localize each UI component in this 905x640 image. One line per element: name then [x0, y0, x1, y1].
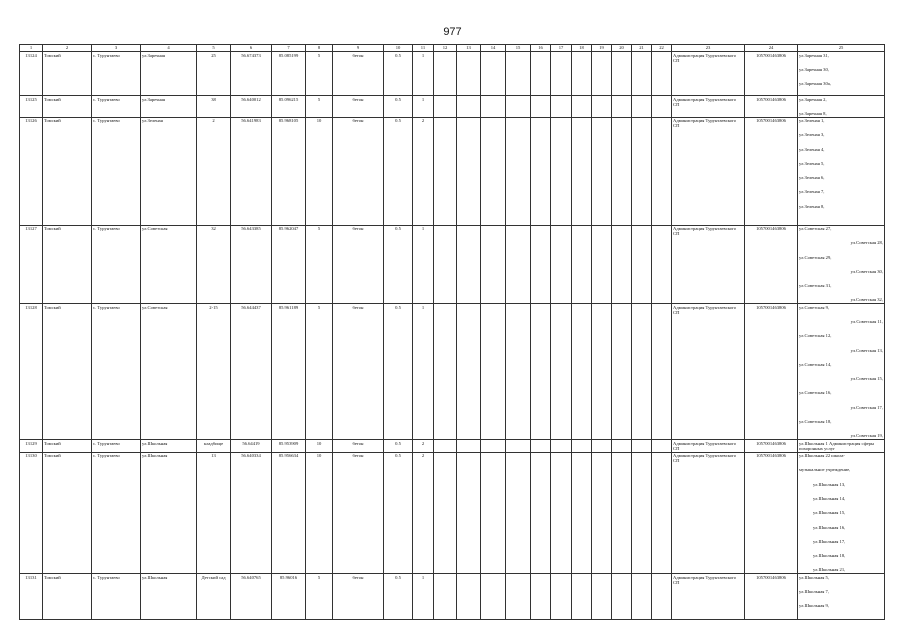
cell-empty [434, 574, 457, 620]
cell-empty [434, 225, 457, 304]
cell-cover: бетон [333, 117, 384, 225]
cell-empty [481, 440, 506, 453]
cell-street: ул.Школьная [141, 440, 197, 453]
cell-empty [572, 52, 592, 96]
address-line: ул.Школьная 15, [813, 510, 846, 516]
column-header: 17 [551, 45, 572, 52]
cell-count: 1 [413, 574, 434, 620]
column-header: 11 [413, 45, 434, 52]
cell-vol: 0.5 [384, 440, 413, 453]
cell-empty [481, 117, 506, 225]
cell-empty [481, 304, 506, 440]
cell-empty [551, 440, 572, 453]
cell-empty [457, 117, 481, 225]
column-header: 24 [745, 45, 798, 52]
cell-settlement: с. Турунтаево [92, 304, 141, 440]
cell-empty [572, 574, 592, 620]
cell-empty [592, 440, 612, 453]
cell-owner: Администрация Турунтаевского СП [672, 225, 745, 304]
table-row [20, 96, 885, 118]
cell-settlement: с. Турунтаево [92, 117, 141, 225]
cell-empty [612, 452, 632, 574]
address-line: ул.Школьная 21, [813, 567, 846, 573]
cell-street: ул.Зеленая [141, 117, 197, 225]
cell-lon: 85.085199 [272, 52, 306, 96]
cell-id: 13130 [20, 452, 43, 574]
cell-empty [506, 574, 531, 620]
address-line: ул.Советская 17, [850, 404, 883, 410]
cell-empty [506, 225, 531, 304]
column-header: 14 [481, 45, 506, 52]
address-line: ул.Советская 30, [850, 268, 883, 274]
cell-ogrn: 1057001463806 [745, 574, 798, 620]
cell-vol: 0.5 [384, 52, 413, 96]
address-line: ул.Школьная 18, [813, 553, 846, 559]
cell-lon: 85.961189 [272, 304, 306, 440]
column-header: 13 [457, 45, 481, 52]
cell-empty [531, 96, 551, 118]
cell-empty [481, 452, 506, 574]
cell-ogrn: 1057001463806 [745, 96, 798, 118]
column-header: 21 [632, 45, 652, 52]
cell-street: ул.Школьная [141, 574, 197, 620]
cell-empty [592, 304, 612, 440]
cell-empty [652, 304, 672, 440]
address-line: ул.Советская 16, [799, 390, 832, 396]
cell-district: Томский [43, 440, 92, 453]
cell-lat: 56.644437 [231, 304, 272, 440]
cell-district: Томский [43, 574, 92, 620]
column-header: 3 [92, 45, 141, 52]
cell-empty [592, 452, 612, 574]
cell-empty [531, 574, 551, 620]
address-line: ул.Школьная 5, [799, 574, 829, 580]
address-line: ул.Советская 31, [799, 283, 832, 289]
cell-id: 13128 [20, 304, 43, 440]
address-line: ул.Советская 13, [850, 347, 883, 353]
cell-empty [457, 574, 481, 620]
cell-empty [632, 574, 652, 620]
cell-lat: 56.674373 [231, 52, 272, 96]
address-line: ул.Советская 12, [799, 333, 832, 339]
cell-empty [506, 440, 531, 453]
cell-empty [551, 225, 572, 304]
cell-owner: Администрация Турунтаевского СП [672, 452, 745, 574]
cell-empty [572, 304, 592, 440]
address-line: ул.Зеленая 3, [799, 132, 825, 138]
cell-empty [481, 574, 506, 620]
cell-ogrn: 1057001463806 [745, 52, 798, 96]
cell-street: ул.Советская [141, 225, 197, 304]
address-line: ул.Советская 29, [799, 254, 832, 260]
cell-empty [632, 440, 652, 453]
address-line: ул.Зеленая 7, [799, 189, 825, 195]
cell-ogrn: 1057001463806 [745, 440, 798, 453]
cell-count: 1 [413, 52, 434, 96]
column-header: 7 [272, 45, 306, 52]
cell-empty [632, 117, 652, 225]
cell-empty [551, 52, 572, 96]
cell-empty [481, 52, 506, 96]
cell-area: 5 [306, 304, 333, 440]
cell-sources [798, 440, 885, 453]
address-line: ул.Заречная 31, [799, 52, 829, 58]
cell-ogrn: 1057001463806 [745, 452, 798, 574]
cell-sources [798, 96, 885, 118]
column-header: 23 [672, 45, 745, 52]
address-line: ул.Советская 15, [850, 376, 883, 382]
cell-owner: Администрация Турунтаевского СП [672, 117, 745, 225]
address-line: ул.Заречная 8, [799, 110, 827, 116]
cell-id: 13131 [20, 574, 43, 620]
column-header: 1 [20, 45, 43, 52]
cell-street: ул.Заречная [141, 96, 197, 118]
column-header: 8 [306, 45, 333, 52]
cell-area: 5 [306, 52, 333, 96]
cell-empty [434, 440, 457, 453]
cell-settlement: с. Турунтаево [92, 452, 141, 574]
cell-cover: бетон [333, 304, 384, 440]
cell-lon: 85.962047 [272, 225, 306, 304]
cell-id: 13129 [20, 440, 43, 453]
cell-count: 2 [413, 117, 434, 225]
table-row [20, 225, 885, 304]
cell-empty [592, 225, 612, 304]
cell-empty [612, 96, 632, 118]
cell-street: ул.Школьная [141, 452, 197, 574]
address-line: ул.Советская 18, [799, 419, 832, 424]
address-line: ул.Советская 27, [799, 226, 832, 232]
column-header: 19 [592, 45, 612, 52]
cell-lon: 85.953909 [272, 440, 306, 453]
cell-area: 10 [306, 440, 333, 453]
cell-empty [652, 52, 672, 96]
cell-area: 10 [306, 452, 333, 574]
cell-empty [531, 52, 551, 96]
cell-empty [632, 304, 652, 440]
table-row [20, 574, 885, 620]
column-header: 15 [506, 45, 531, 52]
cell-empty [652, 574, 672, 620]
cell-sources [798, 304, 885, 440]
cell-district: Томский [43, 452, 92, 574]
address-line: ул.Школьная 16, [813, 524, 846, 530]
cell-settlement: с. Турунтаево [92, 52, 141, 96]
cell-count: 2 [413, 452, 434, 574]
cell-id: 13124 [20, 52, 43, 96]
address-line: ул.Зеленая 6, [799, 175, 825, 181]
cell-house: 2-15 [197, 304, 231, 440]
address-line: ул.Заречная 30, [799, 66, 829, 72]
address-line: ул.Школьная 1 Администрация сферы [799, 440, 875, 446]
cell-sources [798, 452, 885, 574]
column-header: 4 [141, 45, 197, 52]
cell-house: 32 [197, 225, 231, 304]
cell-house: 25 [197, 52, 231, 96]
cell-lon: 85.96016 [272, 574, 306, 620]
address-line: ул.Советская 32, [850, 297, 883, 303]
table-row [20, 304, 885, 440]
address-line: похоронных услуг [799, 445, 835, 451]
cell-empty [506, 452, 531, 574]
cell-empty [551, 574, 572, 620]
cell-vol: 0.5 [384, 452, 413, 574]
cell-area: 5 [306, 225, 333, 304]
address-line: ул.Зеленая 8, [799, 203, 825, 209]
cell-count: 1 [413, 304, 434, 440]
cell-street: ул.Заречная [141, 52, 197, 96]
cell-empty [572, 117, 592, 225]
column-header: 6 [231, 45, 272, 52]
address-line: ул.Советская 9, [799, 304, 830, 310]
cell-empty [457, 452, 481, 574]
cell-empty [481, 96, 506, 118]
cell-district: Томский [43, 52, 92, 96]
cell-empty [531, 440, 551, 453]
cell-empty [612, 440, 632, 453]
cell-id: 13127 [20, 225, 43, 304]
column-header: 25 [798, 45, 885, 52]
cell-empty [632, 96, 652, 118]
cell-district: Томский [43, 304, 92, 440]
cell-id: 13126 [20, 117, 43, 225]
column-header: 22 [652, 45, 672, 52]
cell-owner: Администрация Турунтаевского СП [672, 304, 745, 440]
cell-empty [612, 52, 632, 96]
cell-vol: 0.5 [384, 304, 413, 440]
column-header: 16 [531, 45, 551, 52]
cell-vol: 0.5 [384, 96, 413, 118]
cell-vol: 0.5 [384, 225, 413, 304]
cell-empty [506, 117, 531, 225]
header-row [20, 45, 885, 52]
address-line: ул.Школьная 7, [799, 588, 829, 594]
cell-empty [531, 117, 551, 225]
cell-sources [798, 52, 885, 96]
column-header: 12 [434, 45, 457, 52]
cell-empty [652, 96, 672, 118]
cell-lat: 56.641983 [231, 117, 272, 225]
cell-area: 10 [306, 117, 333, 225]
cell-empty [632, 225, 652, 304]
column-header: 20 [612, 45, 632, 52]
cell-empty [572, 440, 592, 453]
cell-empty [612, 574, 632, 620]
cell-cover: бетон [333, 452, 384, 574]
cell-empty [632, 52, 652, 96]
cell-ogrn: 1057001463806 [745, 117, 798, 225]
column-header: 2 [43, 45, 92, 52]
address-line: музыкальное учреждение, [799, 467, 851, 473]
cell-settlement: с. Турунтаево [92, 225, 141, 304]
column-header: 10 [384, 45, 413, 52]
cell-cover: бетон [333, 52, 384, 96]
cell-lat: 56.640012 [231, 96, 272, 118]
cell-street: ул.Советская [141, 304, 197, 440]
column-header: 5 [197, 45, 231, 52]
cell-count: 1 [413, 96, 434, 118]
cell-sources [798, 574, 885, 620]
cell-lon: 85.096215 [272, 96, 306, 118]
cell-empty [652, 117, 672, 225]
cell-sources [798, 225, 885, 304]
cell-owner: Администрация Турунтаевского СП [672, 574, 745, 620]
cell-lat: 56.640334 [231, 452, 272, 574]
cell-vol: 0.5 [384, 574, 413, 620]
cell-empty [572, 96, 592, 118]
cell-owner: Администрация Турунтаевского СП [672, 52, 745, 96]
cell-empty [457, 96, 481, 118]
cell-empty [652, 452, 672, 574]
address-line: ул.Школьная 13, [813, 481, 846, 487]
cell-empty [457, 440, 481, 453]
cell-empty [506, 52, 531, 96]
table-row [20, 52, 885, 96]
cell-empty [434, 96, 457, 118]
cell-vol: 0.5 [384, 117, 413, 225]
cell-empty [434, 304, 457, 440]
cell-cover: бетон [333, 440, 384, 453]
cell-settlement: с. Турунтаево [92, 96, 141, 118]
cell-lon: 85.956634 [272, 452, 306, 574]
cell-settlement: с. Турунтаево [92, 440, 141, 453]
cell-empty [652, 225, 672, 304]
cell-empty [457, 52, 481, 96]
address-line: ул.Зеленая 5, [799, 160, 825, 166]
cell-count: 2 [413, 440, 434, 453]
address-line: ул.Школьная 17, [813, 538, 846, 544]
cell-empty [434, 117, 457, 225]
table-row [20, 440, 885, 453]
cell-lat: 56.643385 [231, 225, 272, 304]
cell-empty [531, 225, 551, 304]
cell-empty [592, 52, 612, 96]
cell-area: 5 [306, 96, 333, 118]
cell-empty [592, 96, 612, 118]
cell-cover: бетон [333, 225, 384, 304]
cell-empty [551, 96, 572, 118]
address-line: ул.Школьная 22 школа- [799, 453, 845, 459]
cell-empty [572, 225, 592, 304]
cell-owner: Администрация Турунтаевского СП [672, 440, 745, 453]
cell-empty [434, 52, 457, 96]
cell-district: Томский [43, 117, 92, 225]
cell-house: 13 [197, 452, 231, 574]
cell-empty [592, 117, 612, 225]
cell-empty [612, 225, 632, 304]
cell-id: 13125 [20, 96, 43, 118]
cell-ogrn: 1057001463806 [745, 225, 798, 304]
cell-house: 38 [197, 96, 231, 118]
cell-house: 2 [197, 117, 231, 225]
cell-cover: бетон [333, 96, 384, 118]
cell-owner: Администрация Турунтаевского СП [672, 96, 745, 118]
table-row [20, 117, 885, 225]
cell-lon: 85.968105 [272, 117, 306, 225]
cell-house: Детский сад [197, 574, 231, 620]
cell-empty [632, 452, 652, 574]
address-line: ул.Заречная 30а, [799, 81, 831, 87]
cell-ogrn: 1057001463806 [745, 304, 798, 440]
cell-empty [481, 225, 506, 304]
cell-empty [612, 304, 632, 440]
cell-lat: 56.640765 [231, 574, 272, 620]
cell-cover: бетон [333, 574, 384, 620]
table-row [20, 452, 885, 574]
cell-empty [506, 304, 531, 440]
cell-settlement: с. Турунтаево [92, 574, 141, 620]
address-line: ул.Советская 28, [850, 240, 883, 246]
cell-empty [551, 117, 572, 225]
cell-lat: 56.64419 [231, 440, 272, 453]
address-line: ул.Советская 11, [850, 319, 883, 325]
column-header: 18 [572, 45, 592, 52]
address-line: ул.Заречная 2, [799, 96, 827, 102]
address-line: ул.Зеленая 4, [799, 146, 825, 152]
cell-empty [531, 452, 551, 574]
cell-count: 1 [413, 225, 434, 304]
address-line: ул.Советская 14, [799, 361, 832, 367]
column-header: 9 [333, 45, 384, 52]
cell-empty [551, 452, 572, 574]
cell-district: Томский [43, 96, 92, 118]
cell-empty [531, 304, 551, 440]
cell-empty [457, 304, 481, 440]
address-line: ул.Зеленая 1, [799, 118, 825, 124]
address-line: ул.Советская 19, [850, 433, 883, 439]
cell-area: 5 [306, 574, 333, 620]
cell-empty [592, 574, 612, 620]
cell-empty [551, 304, 572, 440]
registry-table [19, 44, 885, 620]
cell-sources [798, 117, 885, 225]
address-line: ул.Школьная 9, [799, 603, 829, 609]
cell-empty [652, 440, 672, 453]
page-number: 977 [443, 26, 462, 38]
cell-empty [506, 96, 531, 118]
address-line: ул.Школьная 14, [813, 495, 846, 501]
cell-empty [457, 225, 481, 304]
cell-empty [572, 452, 592, 574]
cell-empty [434, 452, 457, 574]
cell-district: Томский [43, 225, 92, 304]
cell-empty [612, 117, 632, 225]
cell-house: кладбище [197, 440, 231, 453]
